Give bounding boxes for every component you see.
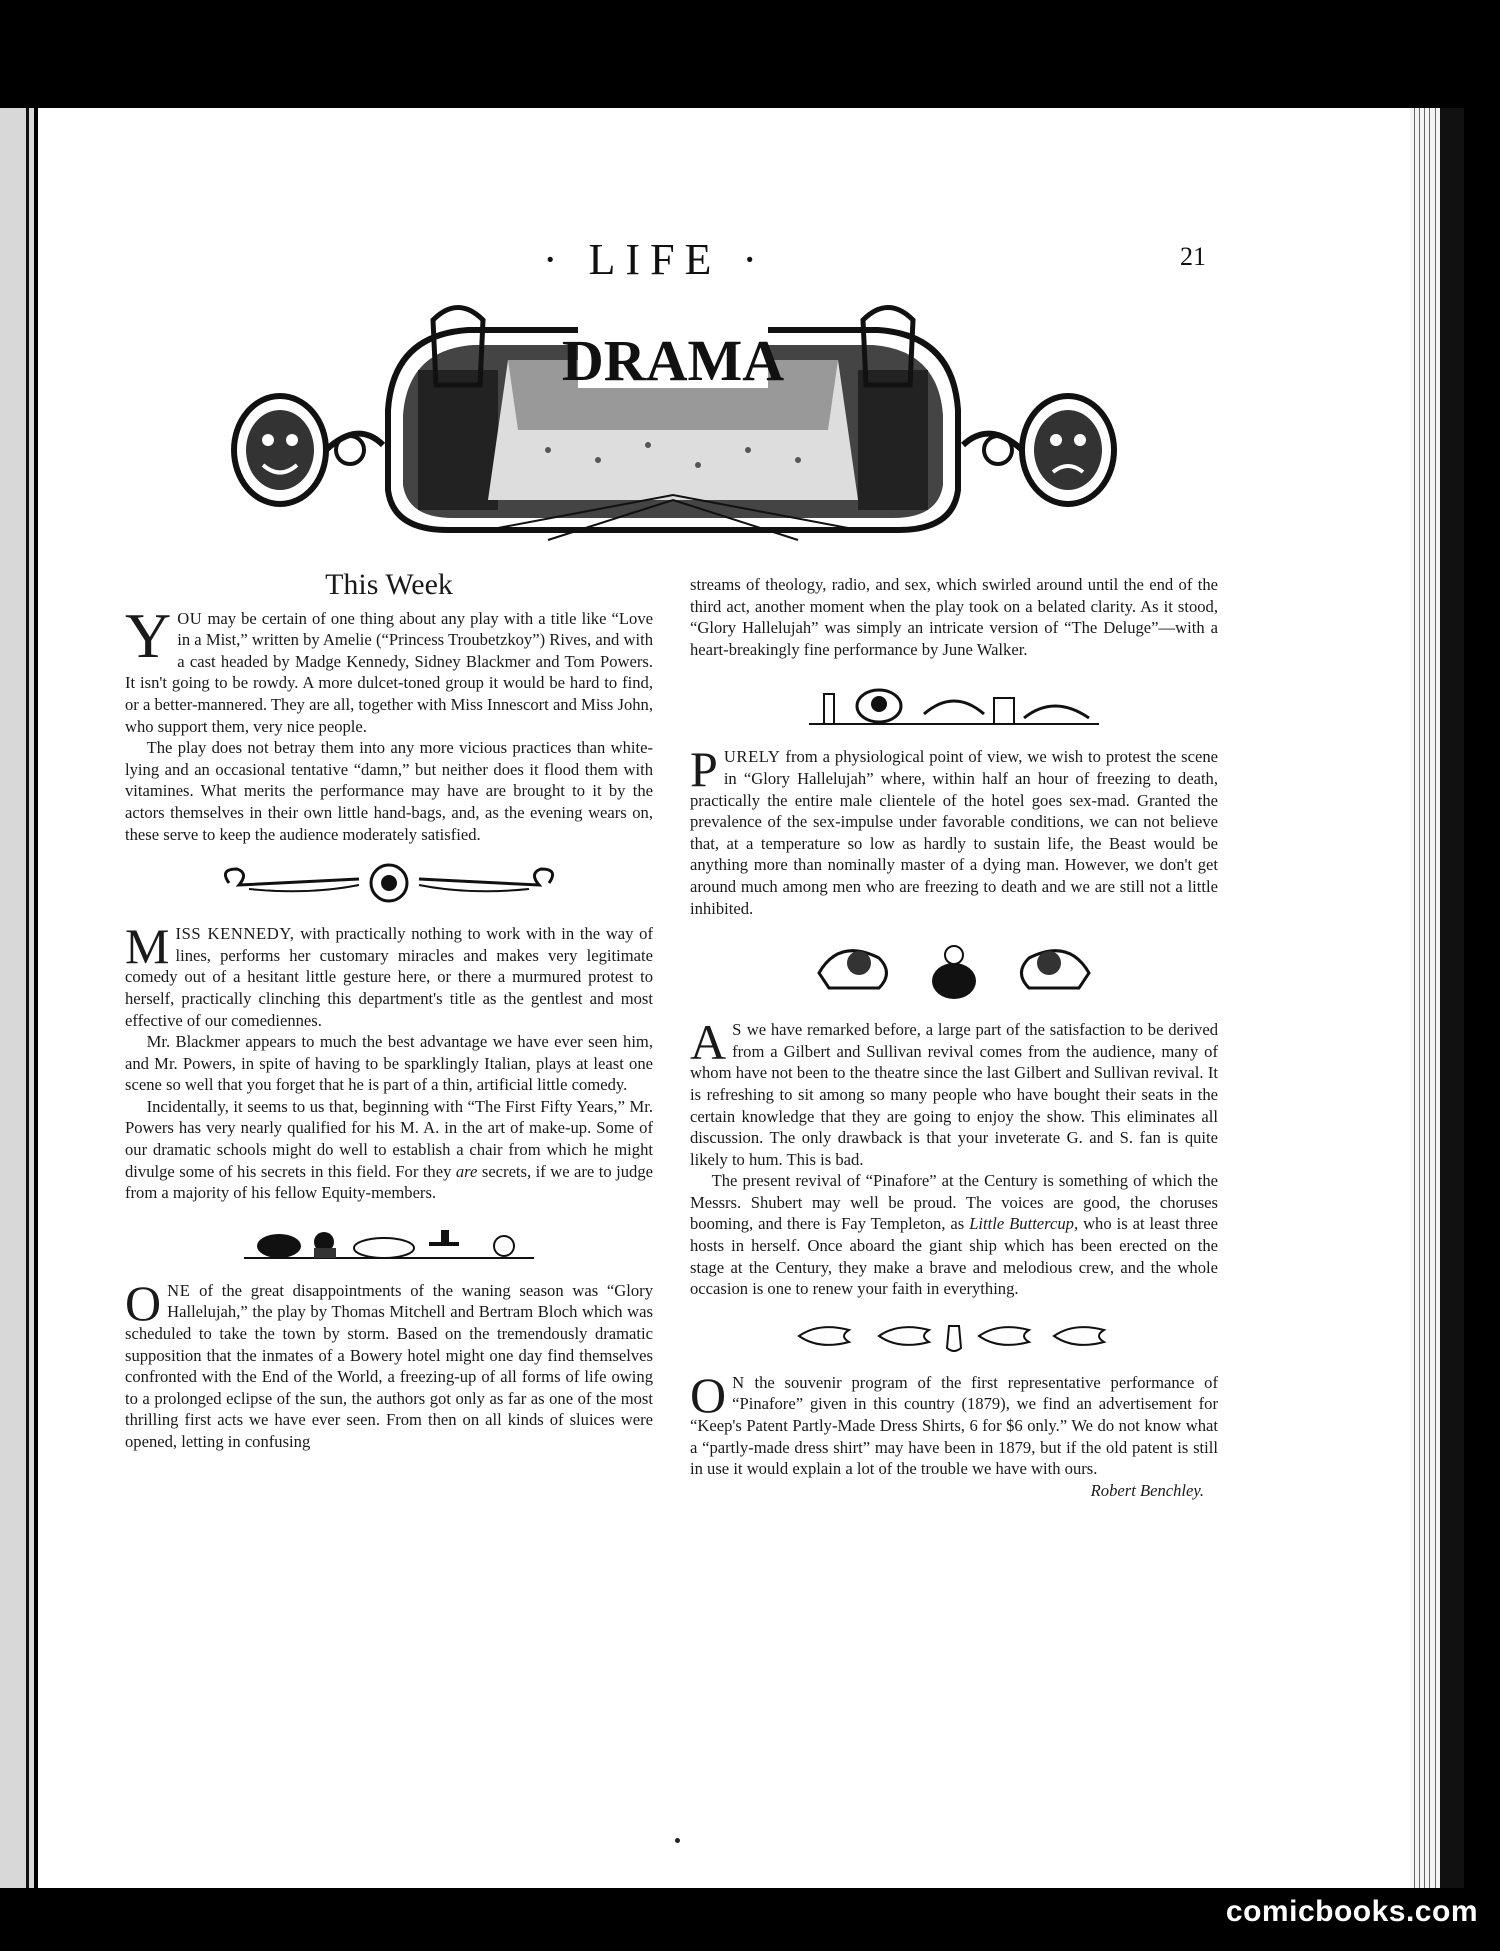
figures-vignette [799,933,1109,1003]
drop-cap: O [690,1366,727,1423]
article-column-right [690,574,1218,1501]
watermark-text: comicbooks.com [1225,1895,1478,1928]
binding-gutter [26,108,29,1888]
drop-cap: Y [125,599,172,671]
drop-cap: O [125,1274,162,1331]
hotel-vignette [804,674,1104,730]
figures-vignette [239,1218,539,1264]
article-column-left [125,568,654,1453]
comedy-mask-left [234,396,383,504]
page-number: 21 [1180,242,1206,271]
drop-cap: M [125,918,170,975]
banner-heading: DRAMA [561,328,785,393]
scroll-ornament [209,859,569,907]
paragraph: O N the souvenir program of the first representative performance of “Pinafore” given in this country (1879), we find an advertisement for “Keep's Patent Partly-Made Dress Shirts, 6 for $6 only.” We do not know what a “partly-made dress shirt” may have been in 1879, but if the old patent is still in use it would explain a lot of the trouble we have with ours. Robert Benchley. [690,1366,1218,1500]
paragraph: MISS KENNEDY, with practically nothing to work with in the way of lines, performs her customary miracles and makes very legitimate comedy out of a hesitant little gesture here, or there a murmured protest to herself, practically clinching this department's title as the gentlest and most effective of our comediennes. [125,918,654,1030]
leaf-ornament [789,1314,1119,1356]
paragraph: streams of theology, radio, and sex, which swirled around until the end of the third act, another moment when the play took on a belated clarity. As it stood, “Glory Hallelujah” was simply an intricate version of “The Deluge”—with a heart-breakingly fine performance by June Walker. [690,575,1218,659]
page-footer-dot [675,1838,680,1843]
paragraph: A S we have remarked before, a large part of the satisfaction to be derived from a Gilbert and Sullivan revival comes from the audience, many of whom have not been to the theatre since the last Gilbert and Sullivan revival. It is refreshing to sit among so many people who have bought their seats in the certain knowledge that they are going to enjoy the show. This eliminates all discussion. The only drawback is that your inveterate G. and S. fan is quite likely to hum. This is bad. [690,1014,1218,1169]
paragraph: The present revival of “Pinafore” at the Century is something of which the Messrs. Shubert may well be proud. The voices are good, the choruses booming, and there is Fay Templeton, as Little Buttercup, who is at least three hosts in herself. Once aboard the giant ship which has been erected on the stage at the Century, they make a brave and melodious crew, and the whole occasion is one to renew your faith in everything. [690,1171,1219,1299]
tragedy-mask-right [963,396,1114,504]
drama-banner-illustration [218,300,1128,545]
cover-edge [1440,108,1464,1888]
author-byline: Robert Benchley. [1090,1480,1204,1500]
drop-cap: A [690,1014,727,1071]
scan-border-top [0,0,1500,108]
paragraph: Mr. Blackmer appears to much the best advantage we have ever seen him, and Mr. Powers, in spite of having to be sparklingly Italian, plays at least one scene so well that you forget that he is part of a thin, artificial little comedy. [125,1032,653,1095]
paragraph: ONE of the great disappointments of the waning season was “Glory Hallelujah,” the play by Thomas Mitchell and Bertram Bloch which was scheduled to take the town by storm. Based on the tremendously dramatic supposition that the inmates of a Bowery hotel might one day find themselves confronted with the End of the World, a freezing-up of all forms of life owing to a prolonged eclipse of the sun, the authors got only as far as one of the most thrilling first acts we have ever seen. From then on all kinds of sluices were opened, letting in confusing [125,1274,653,1451]
paragraph: Incidentally, it seems to us that, beginning with “The First Fifty Years,” Mr. Powers has very nearly qualified for his M. A. in the art of make-up. Some of our dramatic schools might do well to establish a chair from which he might divulge some of his secrets in this field. For they are secrets, if we are to judge from a majority of his fellow Equity-members. [125,1096,654,1203]
masthead-title: · LIFE · [542,235,768,284]
section-title: This Week [325,568,453,601]
paragraph: YOU may be certain of one thing about any play with a title like “Love in a Mist,” written by Amelie (“Princess Troubetzkoy”) Rives, and with a cast headed by Madge Kennedy, Sidney Blackmer and Tom Powers. It isn't going to be rowdy. A more dulcet-toned group it would be hard to find, or a better-mannered. They are all, together with Miss Innescort and Miss John, who support them, very nice people. [125,599,653,736]
drop-cap: P [690,741,718,798]
paragraph: PURELY from a physiological point of view, we wish to protest the scene in “Glory Hallelujah” where, within half an hour of freezing to death, practically the entire male clientele of the hotel goes sex-mad. Granted the prevalence of the sex-impulse under favorable conditions, we can not believe that, at a temperature so low as hardly to sustain life, the Beast would be anything more than nominally master of a dying man. However, we don't get around much among men who are freezing to death and we are still not a little inhibited. [690,741,1218,918]
paragraph: The play does not betray them into any more vicious practices than white-lying and an occasional tentative “damn,” but neither does it flood them with vitamines. What merits the performance may have are brought to it by the actors themselves in their own little hand-bags, and, as the evening wears on, these serve to keep the audience moderately satisfied. [125,738,653,844]
